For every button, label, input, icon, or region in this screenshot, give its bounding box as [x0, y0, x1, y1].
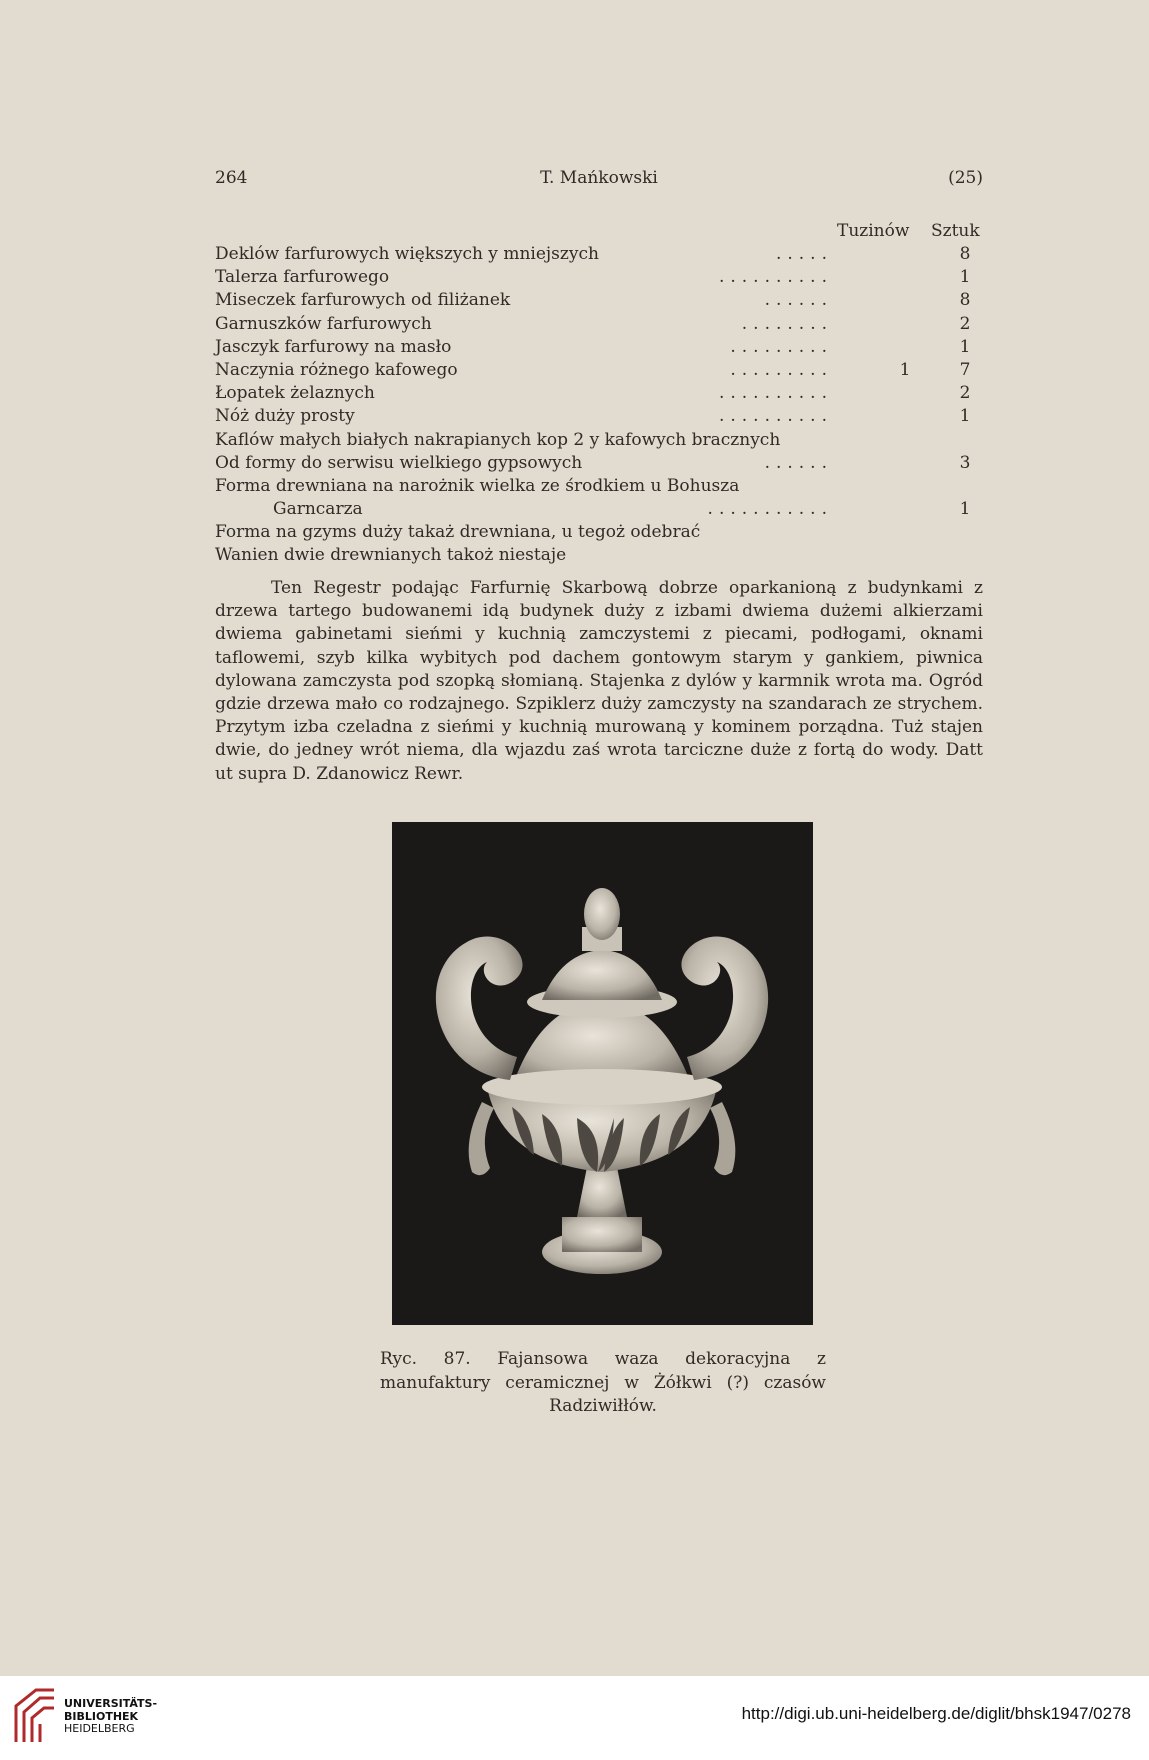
library-footer [0, 1676, 1149, 1760]
inventory-sztuk-value: 8 [959, 244, 971, 264]
library-name-line3: HEIDELBERG [64, 1722, 135, 1735]
inventory-item-label: Deklów farfurowych większych y mniejszych [215, 244, 599, 264]
source-url-link[interactable]: http://digi.ub.uni-heidelberg.de/diglit/bhsk1947/0278 [741, 1704, 1131, 1723]
inventory-row [215, 243, 983, 266]
column-header-sztuk: Sztuk [931, 221, 980, 241]
inventory-item-label: Naczynia różnego kafowego [215, 359, 458, 380]
library-name-line1: UNIVERSITÄTS- [64, 1697, 158, 1710]
leader-dots: .......... [718, 383, 833, 404]
figure-caption: Ryc. 87. Fajansowa waza dekoracyjna z manufaktury ceramicznej w Żółkwi (?) czasów Radziwiłłów. [380, 1349, 826, 1416]
inventory-row [215, 498, 983, 521]
inventory-sztuk-value: 1 [959, 336, 971, 357]
inventory-row [215, 429, 983, 452]
inventory-list [215, 243, 983, 568]
body-paragraph: Ten Regestr podając Farfurnię Skarbową dobrze oparkanioną z budynkami z drzewa tartego budowanemi idą budynek duży z izbami dwiema dużemi alkierzami dwiema gabinetami sieńmi y kuchnią zamczystemi z piecami, podłogami, oknami taflowemi, szyb kilka wybitych pod dachem gontowym starym y gankiem, piwnica dylowana zamczysta pod szopką słomianą. Stajenka z dylów y karmnik wrota ma. Ogród gdzie drzewa mało co rodzajnego. Szpiklerz duży zamczysty na szandarach ze strychem. Przytym izba czeladna z sieńmi y kuchnią murowaną y kominem porządna. Tuż stajen dwie, do jedney wrót niema, dla wjazdu zaś wrota tarciczne duże z fortą do wody. Datt ut supra D. Zdanowicz Rewr. [215, 578, 983, 784]
inventory-sztuk-value: 1 [959, 406, 971, 427]
inventory-item-label: Garnuszków farfurowych [215, 313, 432, 334]
inventory-item-label: Forma drewniana na narożnik wielka ze środkiem u Bohusza [215, 475, 740, 496]
inventory-item-label: Łopatek żelaznych [215, 383, 375, 404]
inventory-item-label: Od formy do serwisu wielkiego gypsowych [215, 452, 583, 473]
library-logo-icon [12, 1686, 58, 1746]
inventory-sztuk-value: 7 [959, 359, 971, 380]
inventory-row [215, 521, 983, 544]
leader-dots: .......... [718, 406, 833, 427]
leader-dots: ........ [741, 313, 833, 334]
inventory-row [215, 475, 983, 498]
library-name-line2: BIBLIOTHEK [64, 1709, 139, 1723]
inventory-item-label: Nóż duży prosty [215, 406, 355, 427]
inventory-sztuk-value: 2 [959, 383, 971, 404]
inventory-row [215, 382, 983, 405]
column-header-tuzinow: Tuzinów [837, 221, 910, 241]
leader-dots: ......... [730, 336, 833, 357]
inventory-row [215, 289, 983, 312]
inventory-row [215, 359, 983, 382]
inventory-row [215, 544, 983, 567]
inventory-row [215, 452, 983, 475]
inventory-sztuk-value: 3 [959, 452, 971, 473]
leader-dots: ..... [775, 244, 833, 264]
inventory-sztuk-value: 8 [959, 290, 971, 311]
inventory-item-label: Wanien dwie drewnianych takoż niestaje [215, 545, 567, 566]
leader-dots: ........... [707, 499, 833, 520]
inventory-row [215, 405, 983, 428]
figure-photo [392, 822, 813, 1325]
page-number: 264 [215, 168, 248, 188]
inventory-item-label: Garncarza [273, 499, 363, 520]
leader-dots: ...... [764, 290, 833, 311]
library-name [64, 1698, 157, 1736]
inventory-sztuk-value: 1 [959, 499, 971, 520]
inventory-row [215, 313, 983, 336]
leader-dots: ......... [730, 359, 833, 380]
inventory-item-label: Talerza farfurowego [215, 267, 390, 288]
inventory-item-label: Miseczek farfurowych od filiżanek [215, 290, 511, 311]
inventory-sztuk-value: 1 [959, 267, 971, 288]
inventory-item-label: Jasczyk farfurowy na masło [215, 336, 452, 357]
leader-dots: ...... [764, 452, 833, 473]
inventory-tuzinow-value: 1 [899, 359, 911, 380]
inventory-row [215, 336, 983, 359]
inventory-item-label: Kaflów małych białych nakrapianych kop 2 y kafowych bracznych [215, 429, 781, 450]
section-ref: (25) [948, 168, 983, 188]
faience-vase-image [392, 822, 813, 1325]
inventory-item-label: Forma na gzyms duży takaż drewniana, u tegoż odebrać [215, 522, 701, 543]
leader-dots: .......... [718, 267, 833, 288]
inventory-sztuk-value: 2 [959, 313, 971, 334]
running-author: T. Mańkowski [540, 168, 658, 188]
inventory-row [215, 266, 983, 289]
